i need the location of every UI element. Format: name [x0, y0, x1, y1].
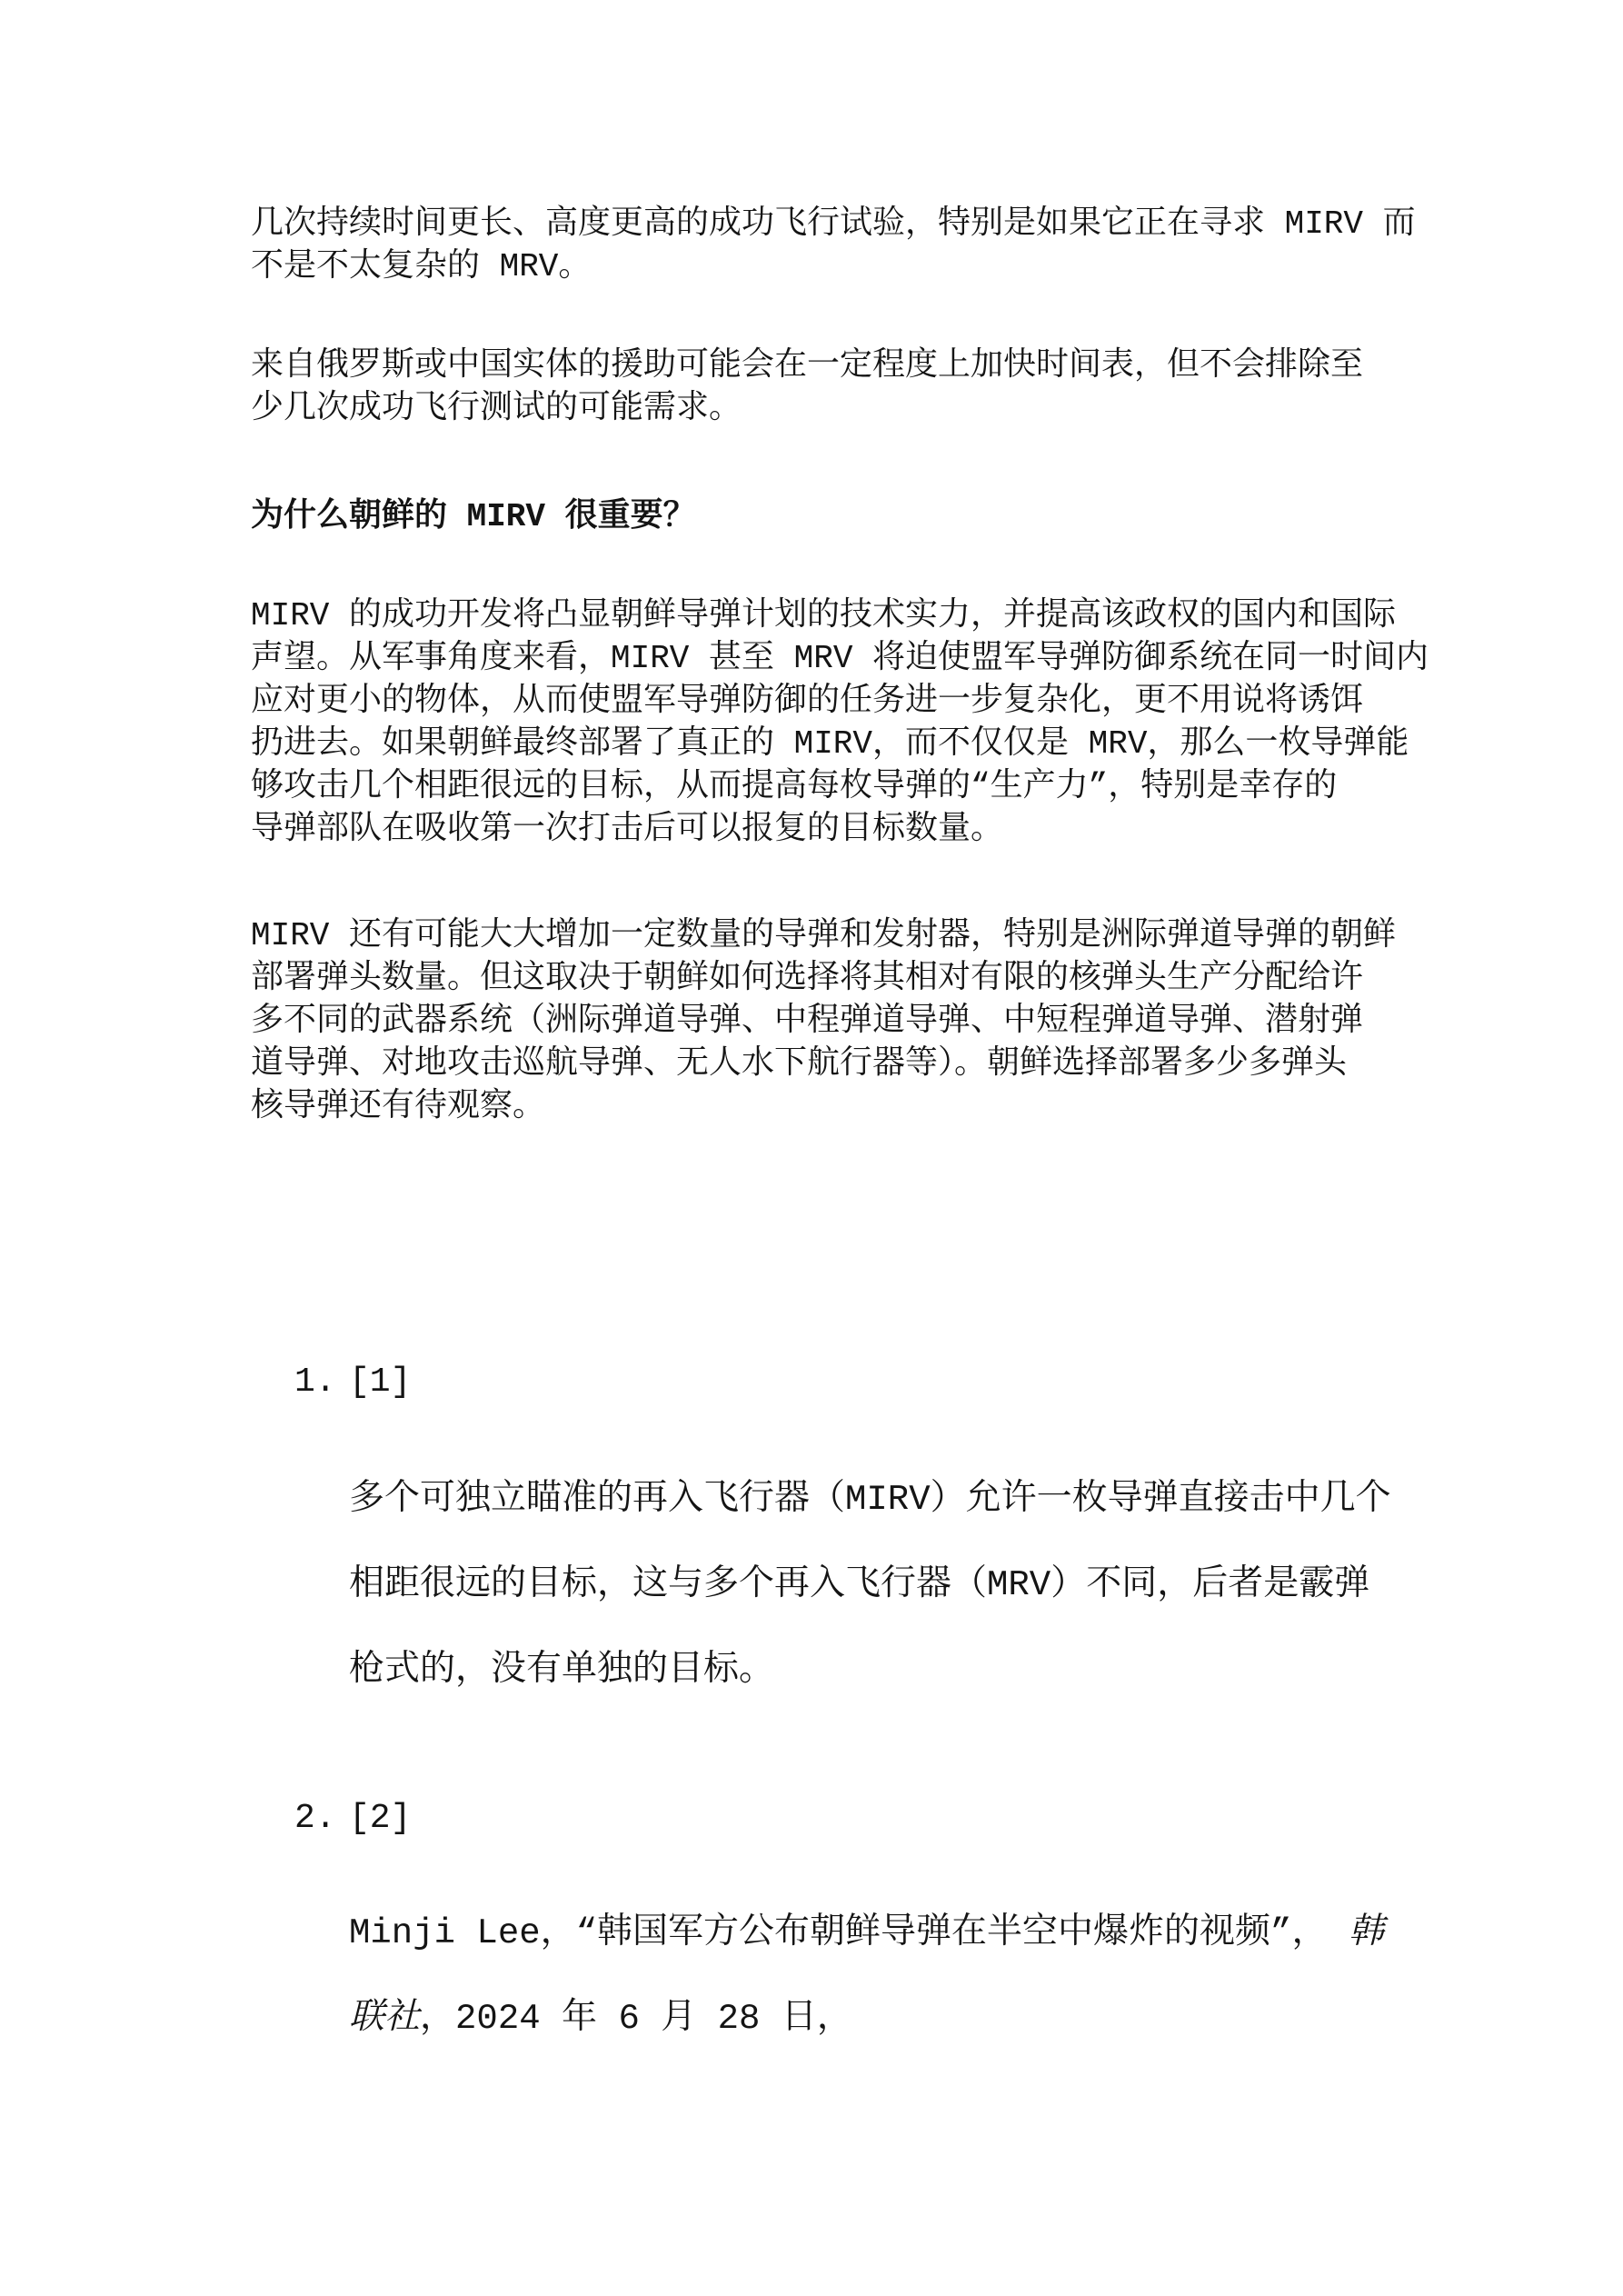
paragraph [251, 344, 1432, 430]
publication-name: 韩 [1348, 1913, 1384, 1953]
paragraph-line: 导弹部队在吸收第一次打击后可以报复的目标数量。 [251, 811, 1004, 848]
footnote-reference: [1] [349, 1363, 412, 1402]
paragraph-line: 够攻击几个相距很远的目标，从而提高每枚导弹的“生产力”，特别是幸存的 [251, 768, 1338, 805]
paragraph-line: 不是不太复杂的 MRV。 [251, 248, 592, 285]
paragraph-line: 多不同的武器系统（洲际弹道导弹、中程弹道导弹、中短程弹道导弹、潜射弹 [251, 1003, 1364, 1040]
paragraph-line: 道导弹、对地攻击巡航导弹、无人水下航行器等）。朝鲜选择部署多少多弹头 [251, 1045, 1348, 1083]
paragraph-line: 部署弹头数量。但这取决于朝鲜如何选择将其相对有限的核弹头生产分配给许 [251, 960, 1364, 997]
citation-date: ，2024 年 6 月 28 日， [420, 1999, 852, 2039]
footnote-number: 1. [294, 1363, 336, 1402]
paragraph [251, 203, 1432, 288]
paragraph-line: MIRV 的成功开发将凸显朝鲜导弹计划的技术实力，并提高该政权的国内和国际 [251, 597, 1397, 634]
paragraph-line: 少几次成功飞行测试的可能需求。 [251, 390, 742, 427]
paragraph-line: 声望。从军事角度来看，MIRV 甚至 MRV 将迫使盟军导弹防御系统在同一时间内 [251, 640, 1429, 677]
footnote-line: 多个可独立瞄准的再入飞行器（MIRV）允许一枚导弹直接击中几个 [349, 1480, 1391, 1520]
paragraph-line: 核导弹还有待观察。 [251, 1088, 546, 1125]
footnote-text [349, 1891, 1567, 2061]
footnote-line: 相距很远的目标，这与多个再入飞行器（MRV）不同，后者是霰弹 [349, 1565, 1370, 1605]
paragraph-line: 扔进去。如果朝鲜最终部署了真正的 MIRV，而不仅仅是 MRV，那么一枚导弹能 [251, 725, 1409, 763]
paragraph [251, 594, 1432, 851]
paragraph-line: 应对更小的物体，从而使盟军导弹防御的任务进一步复杂化，更不用说将诱饵 [251, 683, 1364, 720]
paragraph-line: 几次持续时间更长、高度更高的成功飞行试验，特别是如果它正在寻求 MIRV 而 [251, 205, 1416, 243]
paragraph-line: 来自俄罗斯或中国实体的援助可能会在一定程度上加快时间表，但不会排除至 [251, 347, 1364, 384]
publication-name: 联社 [349, 1999, 421, 2039]
footnote-line [349, 1976, 1567, 2061]
paragraph [251, 914, 1432, 1128]
footnote-line [349, 1891, 1567, 1976]
footnote-text [349, 1457, 1567, 1713]
footnote-reference: [2] [349, 1799, 412, 1838]
footnote-number: 2. [294, 1799, 336, 1838]
section-heading: 为什么朝鲜的 MIRV 很重要？ [251, 498, 696, 535]
citation-text: Minji Lee，“韩国军方公布朝鲜导弹在半空中爆炸的视频”， [349, 1913, 1349, 1953]
paragraph-line: MIRV 还有可能大大增加一定数量的导弹和发射器，特别是洲际弹道导弹的朝鲜 [251, 917, 1397, 954]
footnote-line: 枪式的，没有单独的目标。 [349, 1651, 775, 1691]
